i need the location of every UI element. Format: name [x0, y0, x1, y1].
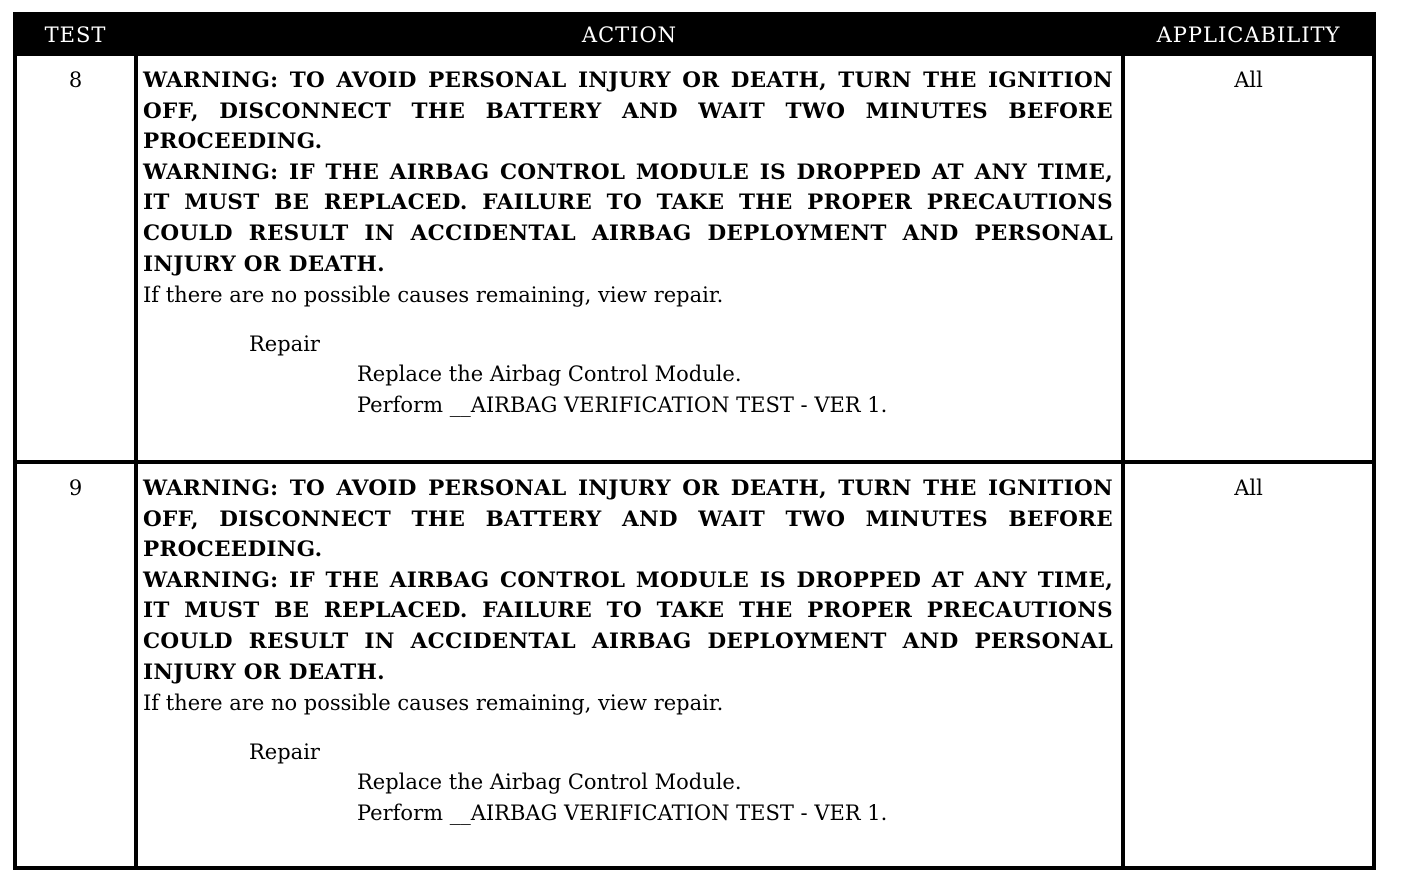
repair-step: Perform __AIRBAG VERIFICATION TEST - VER 1. [357, 800, 888, 825]
repair-label: Repair [249, 739, 320, 764]
repair-step: Replace the Airbag Control Module. [357, 362, 742, 387]
table-row [17, 464, 1372, 870]
header-action: ACTION [581, 23, 678, 47]
warning-ignition: WARNING: TO AVOID PERSONAL INJURY OR DEATH, TURN THE IGNITION OFF, DISCONNECT THE BATTERY AND WAIT TWO MINUTES BEFORE PROCEEDING. [143, 68, 1113, 155]
table-header [17, 16, 1372, 56]
warning-ignition: WARNING: TO AVOID PERSONAL INJURY OR DEATH, TURN THE IGNITION OFF, DISCONNECT THE BATTERY AND WAIT TWO MINUTES BEFORE PROCEEDING. [143, 476, 1113, 563]
test-number: 9 [68, 476, 83, 500]
repair-step: Replace the Airbag Control Module. [357, 770, 742, 795]
header-applicability: APPLICABILITY [1156, 23, 1341, 47]
table-row [17, 56, 1372, 460]
applicability-value: All [1234, 476, 1263, 500]
action-cell [143, 66, 1113, 421]
warning-airbag-module: WARNING: IF THE AIRBAG CONTROL MODULE IS DROPPED AT ANY TIME, IT MUST BE REPLACED. FAILURE TO TAKE THE PROPER PRECAUTIONS COULD RESULT IN ACCIDENTAL AIRBAG DEPLOYMENT AND PERSONAL INJURY OR DEATH. [143, 567, 1113, 685]
action-cell [143, 474, 1113, 829]
diagnostic-test-table [13, 12, 1376, 870]
applicability-value: All [1234, 68, 1263, 92]
repair-label: Repair [249, 331, 320, 356]
repair-step: Perform __AIRBAG VERIFICATION TEST - VER 1. [357, 392, 888, 417]
repair-note: If there are no possible causes remaining, view repair. [143, 691, 724, 716]
repair-note: If there are no possible causes remaining, view repair. [143, 283, 724, 308]
header-test: TEST [44, 23, 107, 47]
test-number: 8 [68, 68, 83, 92]
warning-airbag-module: WARNING: IF THE AIRBAG CONTROL MODULE IS DROPPED AT ANY TIME, IT MUST BE REPLACED. FAILURE TO TAKE THE PROPER PRECAUTIONS COULD RESULT IN ACCIDENTAL AIRBAG DEPLOYMENT AND PERSONAL INJURY OR DEATH. [143, 159, 1113, 277]
